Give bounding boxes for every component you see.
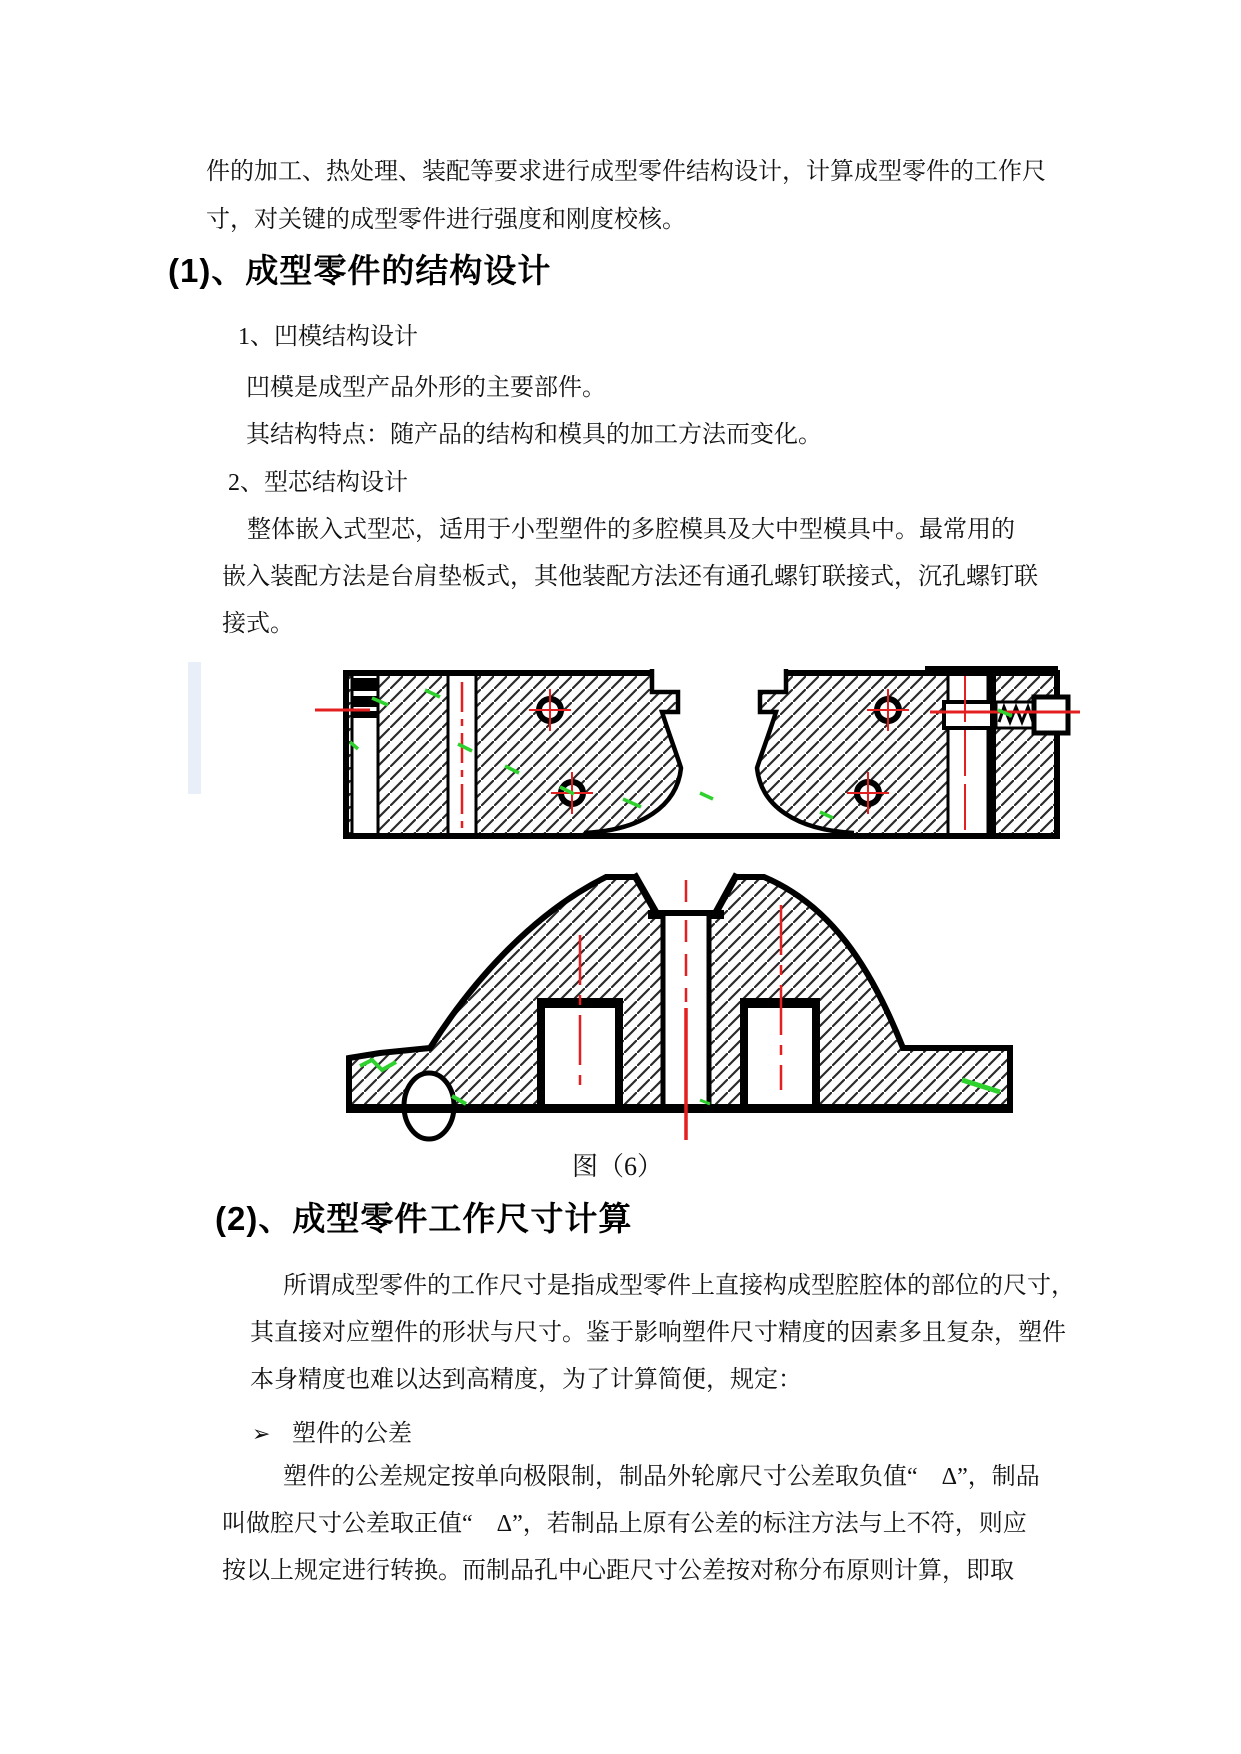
core-insert-section-drawing — [340, 868, 1030, 1148]
section1-sub2-para-line1: 整体嵌入式型芯，适用于小型塑件的多腔模具及大中型模具中。最常用的 — [247, 517, 1015, 543]
figure-margin-highlight-strip — [188, 662, 201, 794]
section2-para1-line2: 其直接对应塑件的形状与尺寸。鉴于影响塑件尺寸精度的因素多且复杂，塑件 — [250, 1320, 1066, 1346]
section1-sub2-title: 2、型芯结构设计 — [228, 470, 408, 496]
cavity-plate-drawing-svg — [308, 660, 1083, 845]
section1-sub1-line2: 其结构特点：随产品的结构和模具的加工方法而变化。 — [246, 422, 822, 448]
section2-heading: (2)、成型零件工作尺寸计算 — [215, 1200, 633, 1237]
section2-para2-line2: 叫做腔尺寸公差取正值“ Δ”，若制品上原有公差的标注方法与上不符，则应 — [222, 1511, 1027, 1537]
section1-sub1-title: 1、凹模结构设计 — [238, 324, 418, 350]
bullet-item-plastic-tolerance — [252, 1420, 412, 1448]
section2-para1-line1: 所谓成型零件的工作尺寸是指成型零件上直接构成型腔腔体的部位的尺寸， — [283, 1273, 1075, 1299]
section2-para2-line3: 按以上规定进行转换。而制品孔中心距尺寸公差按对称分布原则计算，即取 — [222, 1558, 1014, 1584]
core-insert-drawing-svg — [340, 868, 1030, 1148]
section1-heading: (1)、成型零件的结构设计 — [168, 252, 552, 289]
section1-sub2-para-line3: 接式。 — [222, 611, 294, 637]
figure-caption: 图（6） — [572, 1152, 664, 1181]
section2-para1-line3: 本身精度也难以达到高精度，为了计算简便，规定： — [250, 1367, 802, 1393]
section2-para2-line1: 塑件的公差规定按单向极限制，制品外轮廓尺寸公差取负值“ Δ”，制品 — [283, 1464, 1040, 1490]
section1-sub2-para-line2: 嵌入装配方法是台肩垫板式，其他装配方法还有通孔螺钉联接式，沉孔螺钉联 — [222, 564, 1038, 590]
intro-line-2: 寸，对关键的成型零件进行强度和刚度校核。 — [206, 207, 686, 233]
intro-line-1: 件的加工、热处理、装配等要求进行成型零件结构设计，计算成型零件的工作尺 — [206, 159, 1046, 185]
bullet-label: 塑件的公差 — [292, 1421, 412, 1447]
cavity-plate-section-drawing — [308, 660, 1083, 845]
section1-sub1-line1: 凹模是成型产品外形的主要部件。 — [246, 375, 606, 401]
arrow-bullet-icon: ➢ — [252, 1421, 271, 1446]
